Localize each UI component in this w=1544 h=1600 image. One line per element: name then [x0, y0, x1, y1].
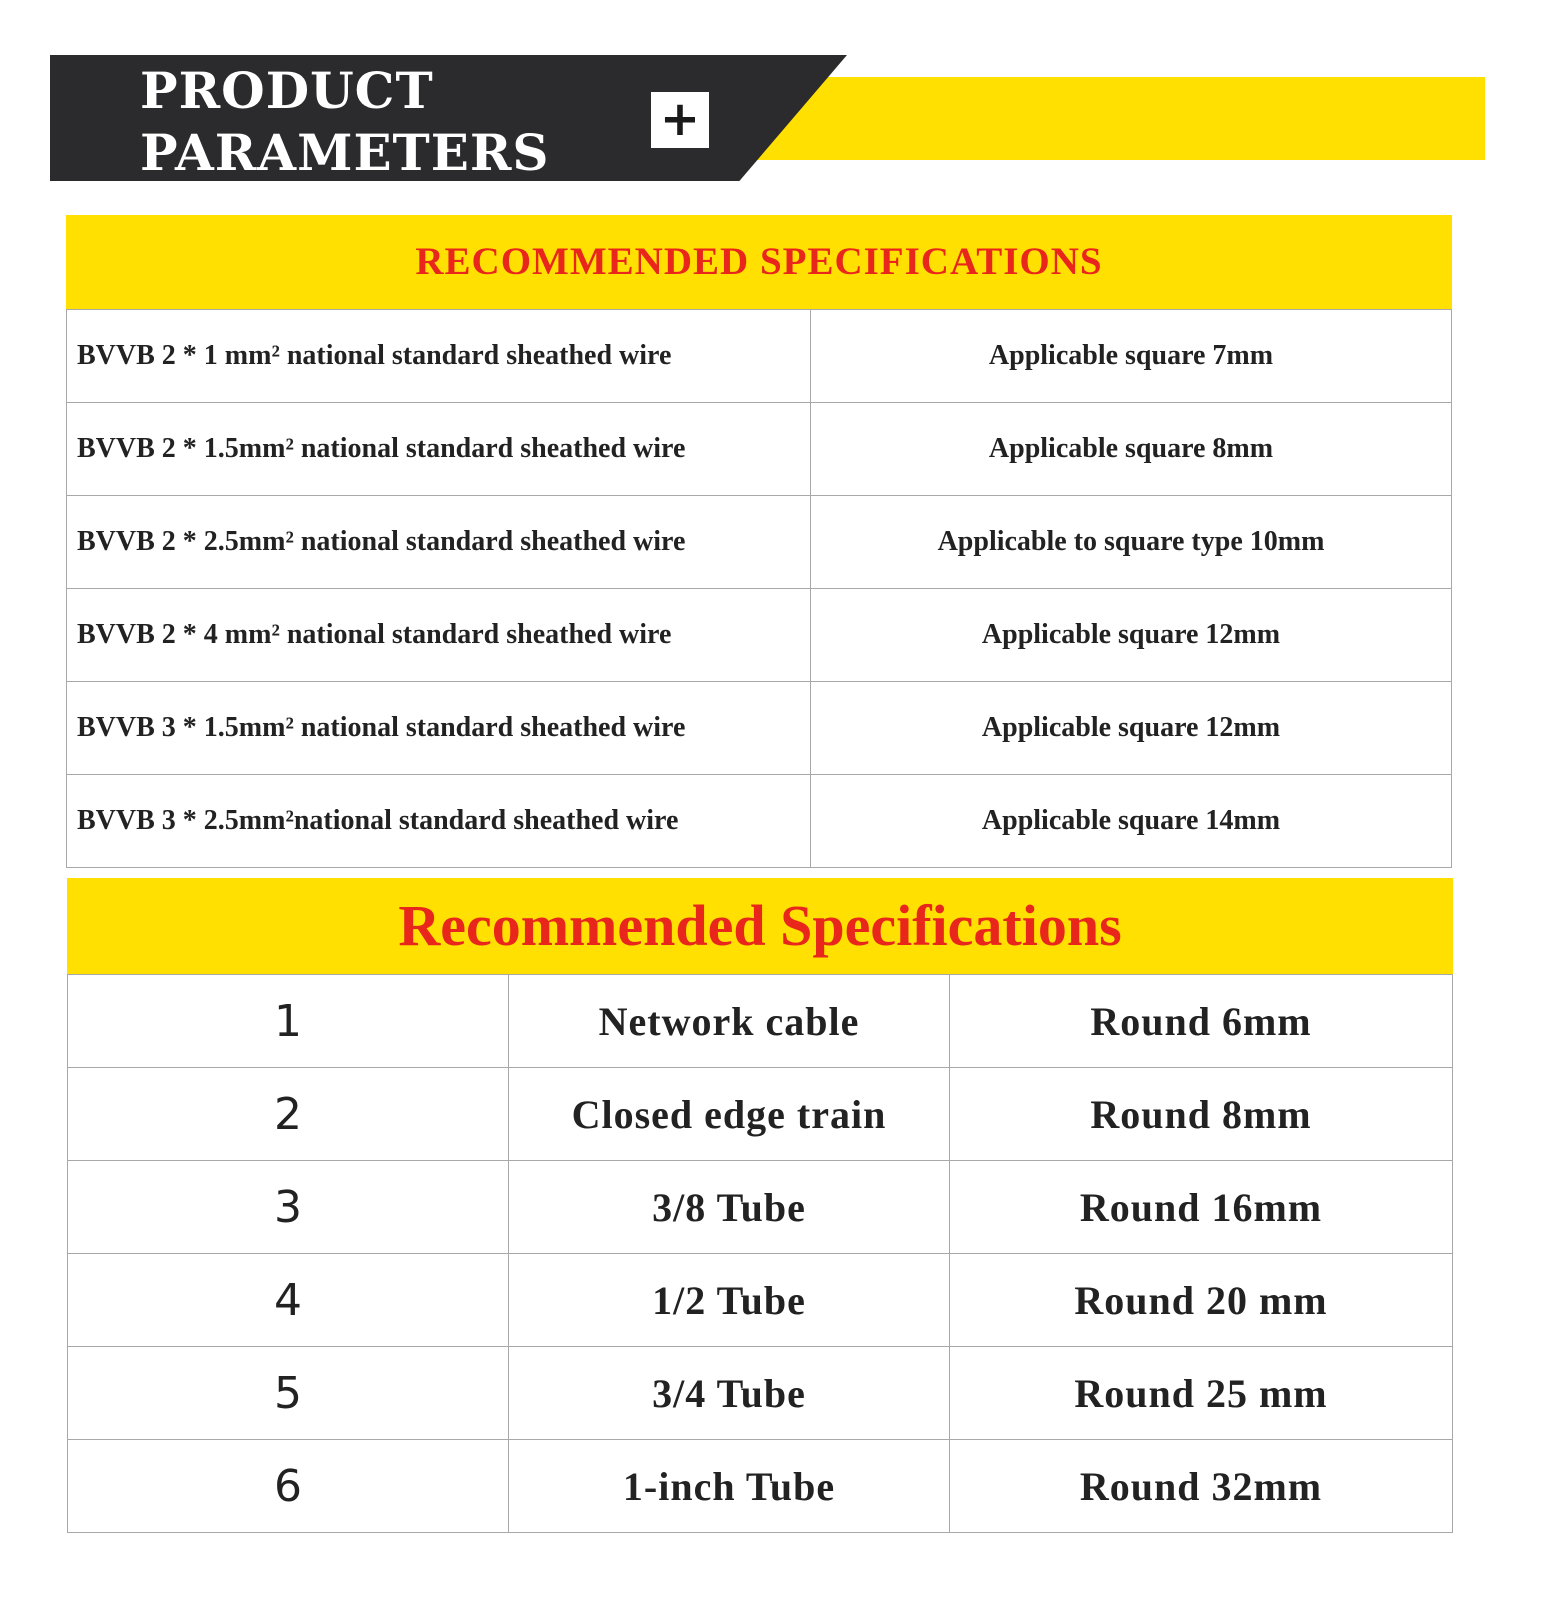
row-number-cell: 1: [68, 975, 509, 1068]
table-row: [68, 1068, 1453, 1161]
wire-type-cell: BVVB 3 * 2.5mm²national standard sheathed wire: [67, 775, 811, 868]
table-row: [68, 1347, 1453, 1440]
row-number-cell: 3: [68, 1161, 509, 1254]
round-size-cell: Round 32mm: [950, 1440, 1453, 1533]
wire-spec-table: [66, 309, 1452, 868]
wire-spec-title: RECOMMENDED SPECIFICATIONS: [66, 215, 1452, 309]
item-name-cell: 3/4 Tube: [509, 1347, 950, 1440]
round-size-cell: Round 20 mm: [950, 1254, 1453, 1347]
table-row: [67, 310, 1452, 403]
item-name-cell: Closed edge train: [509, 1068, 950, 1161]
table-row: [67, 682, 1452, 775]
wire-type-cell: BVVB 2 * 1 mm² national standard sheathed wire: [67, 310, 811, 403]
table-row: [68, 975, 1453, 1068]
row-number-cell: 2: [68, 1068, 509, 1161]
item-name-cell: 1/2 Tube: [509, 1254, 950, 1347]
wire-type-cell: BVVB 3 * 1.5mm² national standard sheathed wire: [67, 682, 811, 775]
applicable-size-cell: Applicable square 12mm: [811, 589, 1452, 682]
row-number-cell: 5: [68, 1347, 509, 1440]
round-size-cell: Round 8mm: [950, 1068, 1453, 1161]
page-title: [140, 60, 550, 184]
wire-type-cell: BVVB 2 * 4 mm² national standard sheathed wire: [67, 589, 811, 682]
wire-spec-section: [66, 215, 1452, 868]
plus-icon: +: [651, 92, 709, 148]
item-name-cell: 3/8 Tube: [509, 1161, 950, 1254]
round-size-cell: Round 16mm: [950, 1161, 1453, 1254]
row-number-cell: 4: [68, 1254, 509, 1347]
applicable-size-cell: Applicable to square type 10mm: [811, 496, 1452, 589]
tube-spec-table: [67, 974, 1453, 1533]
applicable-size-cell: Applicable square 8mm: [811, 403, 1452, 496]
table-row: [67, 589, 1452, 682]
header-accent-strip: [740, 77, 1485, 160]
applicable-size-cell: Applicable square 14mm: [811, 775, 1452, 868]
wire-type-cell: BVVB 2 * 1.5mm² national standard sheathed wire: [67, 403, 811, 496]
table-row: [68, 1254, 1453, 1347]
item-name-cell: 1-inch Tube: [509, 1440, 950, 1533]
table-row: [67, 775, 1452, 868]
page-title-line-2: PARAMETERS: [140, 123, 550, 182]
round-size-cell: Round 25 mm: [950, 1347, 1453, 1440]
table-row: [68, 1440, 1453, 1533]
tube-spec-section: [67, 878, 1453, 1533]
page-title-line-1: PRODUCT: [140, 61, 434, 120]
table-row: [67, 496, 1452, 589]
tube-spec-title: Recommended Specifications: [67, 878, 1453, 974]
round-size-cell: Round 6mm: [950, 975, 1453, 1068]
applicable-size-cell: Applicable square 7mm: [811, 310, 1452, 403]
table-row: [68, 1161, 1453, 1254]
applicable-size-cell: Applicable square 12mm: [811, 682, 1452, 775]
row-number-cell: 6: [68, 1440, 509, 1533]
item-name-cell: Network cable: [509, 975, 950, 1068]
table-row: [67, 403, 1452, 496]
wire-type-cell: BVVB 2 * 2.5mm² national standard sheathed wire: [67, 496, 811, 589]
